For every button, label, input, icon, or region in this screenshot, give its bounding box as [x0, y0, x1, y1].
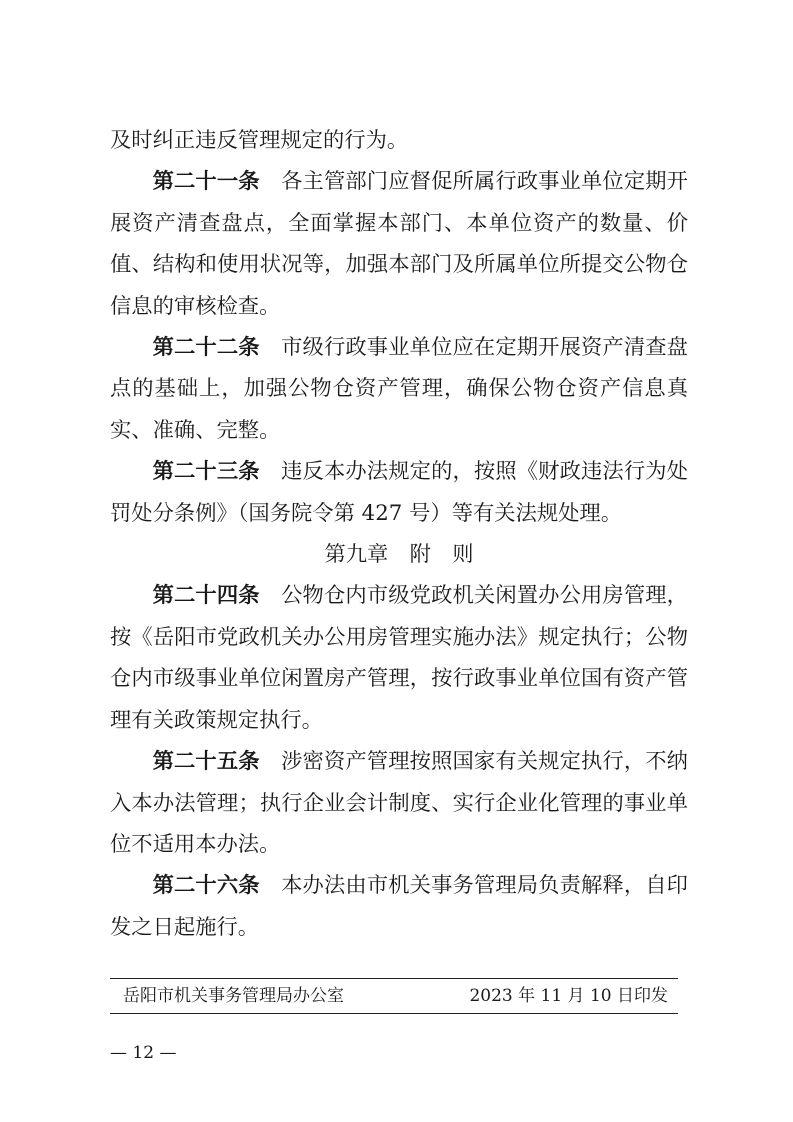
footer-top-rule	[110, 978, 678, 979]
chapter-heading	[110, 534, 688, 575]
article-heading: 第二十五条	[152, 749, 260, 775]
article-heading: 第二十六条	[152, 873, 260, 899]
article-21	[110, 161, 688, 327]
article-23	[110, 451, 688, 534]
article-text: 各主管部门应督促所属行政事业单位定期开展资产清查盘点，全面掌握本部门、本单位资产的数量、价值、结构和使用状况等，加强本部门及所属单位所提交公物仓信息的审核检查。	[110, 169, 688, 319]
issuance-footer	[123, 985, 668, 1007]
article-text: 公物仓内市级党政机关闲置办公用房管理，按《岳阳市党政机关办公用房管理实施办法》规定执行；公物仓内市级事业单位闲置房产管理，按行政事业单位国有资产管理有关政策规定执行。	[110, 583, 688, 733]
article-text: 涉密资产管理按照国家有关规定执行，不纳入本办法管理；执行企业会计制度、实行企业化管理的事业单位不适用本办法。	[110, 749, 688, 857]
issue-date: 2023 年 11 月 10 日印发	[469, 986, 668, 1006]
article-heading: 第二十四条	[152, 583, 260, 609]
article-26	[110, 865, 688, 948]
article-text: 本办法由市机关事务管理局负责解释，自印发之日起施行。	[110, 873, 688, 940]
paragraph-continuation	[110, 120, 688, 161]
article-24	[110, 575, 688, 741]
paragraph-text: 及时纠正违反管理规定的行为。	[110, 128, 409, 153]
chapter-title: 附 则	[409, 542, 474, 568]
article-heading: 第二十三条	[152, 459, 260, 485]
article-heading: 第二十一条	[152, 169, 260, 195]
footer-bottom-rule	[110, 1013, 678, 1014]
article-text: 市级行政事业单位应在定期开展资产清查盘点的基础上，加强公物仓资产管理，确保公物仓资产信息真实、准确、完整。	[110, 335, 688, 443]
article-22	[110, 327, 688, 451]
article-heading: 第二十二条	[152, 335, 260, 361]
page-number: — 12 —	[110, 1043, 177, 1063]
issuer-name: 岳阳市机关事务管理局办公室	[123, 986, 344, 1006]
article-25	[110, 741, 688, 865]
document-body	[110, 120, 688, 948]
article-text: 违反本办法规定的，按照《财政违法行为处罚处分条例》（国务院令第 427 号）等有关法规处理。	[110, 459, 688, 526]
chapter-number: 第九章	[324, 542, 389, 568]
